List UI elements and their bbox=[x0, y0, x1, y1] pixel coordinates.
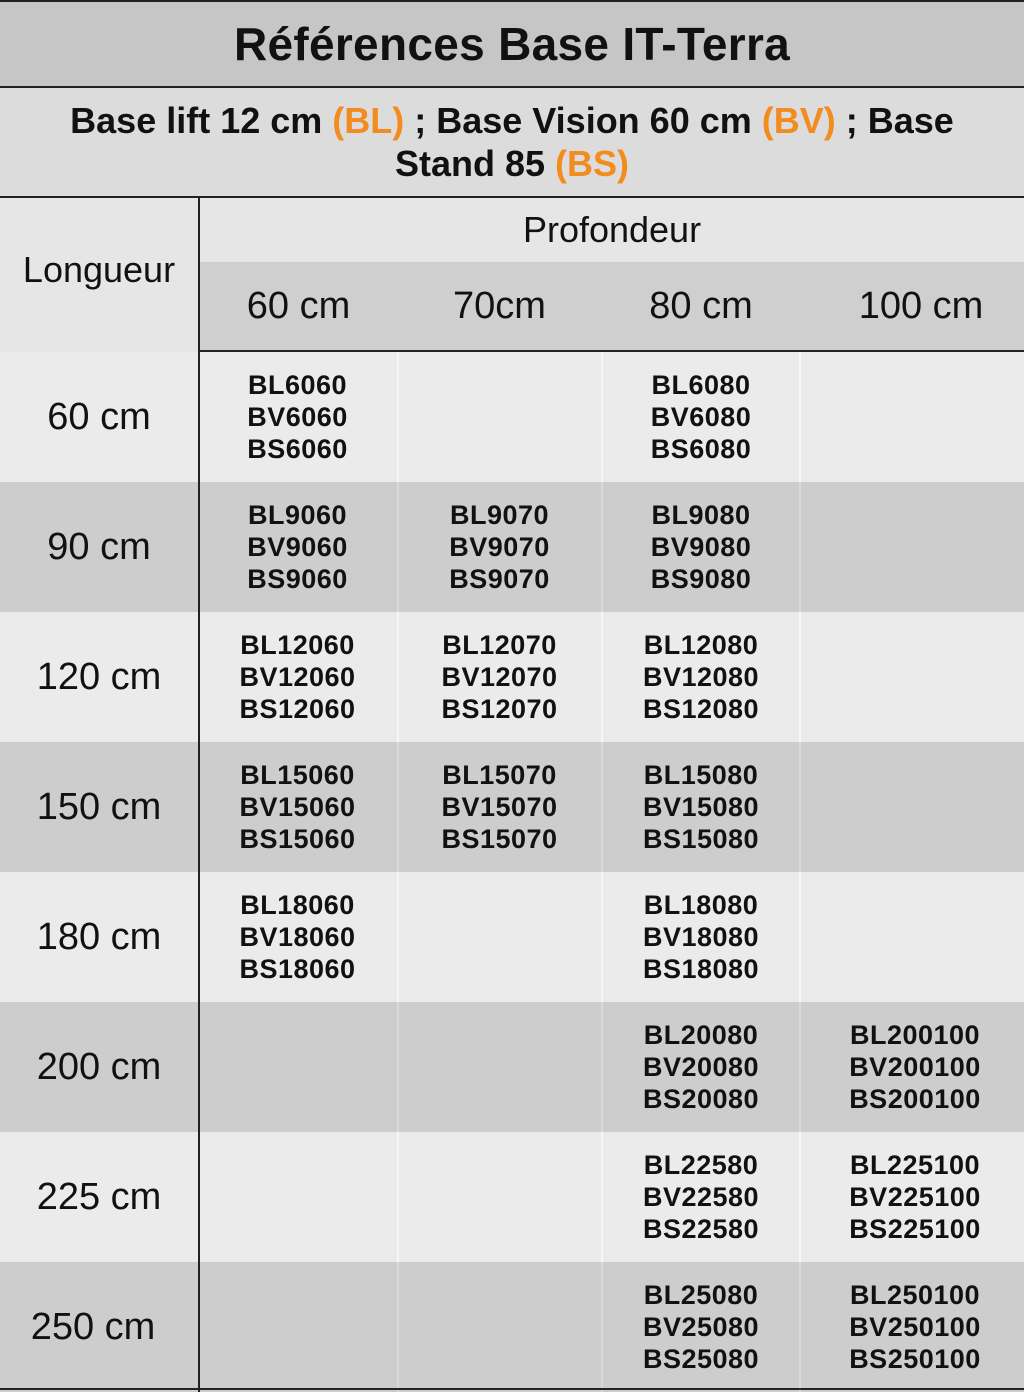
subtitle-part-1: Base lift 12 cm bbox=[70, 100, 333, 141]
table-cell bbox=[800, 612, 1024, 742]
table-row bbox=[0, 742, 1024, 872]
reference-code: BS15060 bbox=[239, 824, 356, 854]
row-length-label: 225 cm bbox=[0, 1132, 200, 1262]
reference-code: BV200100 bbox=[849, 1052, 981, 1082]
reference-code: BS15070 bbox=[441, 824, 558, 854]
table-cell bbox=[397, 1132, 602, 1262]
table-cell bbox=[200, 1002, 397, 1132]
table-row bbox=[0, 872, 1024, 1002]
code-bs: (BS) bbox=[555, 143, 630, 184]
reference-code: BS12070 bbox=[441, 694, 558, 724]
depth-header-0: 60 cm bbox=[246, 284, 351, 327]
row-length-label: 90 cm bbox=[0, 482, 200, 612]
reference-code: BV12070 bbox=[441, 662, 558, 692]
reference-code: BV12060 bbox=[239, 662, 356, 692]
reference-code: BL9060 bbox=[247, 500, 348, 530]
table-cell bbox=[397, 612, 602, 742]
table-row bbox=[0, 1262, 1024, 1392]
reference-code: BS200100 bbox=[849, 1084, 981, 1114]
table-cell bbox=[800, 872, 1024, 1002]
table-row bbox=[0, 352, 1024, 482]
table-cell bbox=[602, 482, 800, 612]
reference-code: BV20080 bbox=[642, 1052, 760, 1082]
reference-code: BL200100 bbox=[849, 1020, 981, 1050]
reference-code: BV18080 bbox=[642, 922, 760, 952]
table-cell bbox=[800, 1262, 1024, 1392]
reference-code: BV18060 bbox=[239, 922, 356, 952]
table-cell bbox=[397, 1262, 602, 1392]
reference-code: BS6080 bbox=[650, 434, 752, 464]
reference-code: BV15070 bbox=[441, 792, 558, 822]
table-cell bbox=[602, 1132, 800, 1262]
table-cell bbox=[200, 1132, 397, 1262]
row-length-label: 200 cm bbox=[0, 1002, 200, 1132]
subtitle bbox=[0, 88, 1024, 198]
row-length-label: 120 cm bbox=[0, 612, 200, 742]
code-bl: (BL) bbox=[332, 100, 405, 141]
reference-code: BS22580 bbox=[642, 1214, 760, 1244]
reference-code: BL12080 bbox=[643, 630, 759, 660]
reference-code: BS15080 bbox=[642, 824, 760, 854]
row-length-label: 60 cm bbox=[0, 352, 200, 482]
reference-code: BV9060 bbox=[247, 532, 348, 562]
subtitle-part-2: ; Base Vision 60 cm bbox=[404, 100, 762, 141]
reference-code: BL22580 bbox=[643, 1150, 759, 1180]
table-cell bbox=[200, 742, 397, 872]
table-row bbox=[0, 482, 1024, 612]
reference-code: BS12080 bbox=[642, 694, 760, 724]
table-cell bbox=[397, 742, 602, 872]
depth-header-1: 70cm bbox=[453, 284, 546, 327]
reference-table bbox=[0, 198, 1024, 1390]
reference-code: BL18060 bbox=[240, 890, 355, 920]
table-cell bbox=[800, 1002, 1024, 1132]
reference-code: BV9080 bbox=[650, 532, 752, 562]
reference-code: BV25080 bbox=[642, 1312, 760, 1342]
reference-code: BL15060 bbox=[240, 760, 355, 790]
table-cell bbox=[200, 352, 397, 482]
reference-code: BV22580 bbox=[642, 1182, 760, 1212]
reference-code: BS18060 bbox=[239, 954, 356, 984]
table-cell bbox=[602, 352, 800, 482]
depth-header-3: 100 cm bbox=[858, 284, 984, 327]
table-cell bbox=[602, 612, 800, 742]
reference-code: BL9080 bbox=[651, 500, 751, 530]
table-cell bbox=[800, 742, 1024, 872]
reference-code: BL225100 bbox=[849, 1150, 981, 1180]
reference-code: BV12080 bbox=[642, 662, 760, 692]
row-length-label: 250 cm bbox=[0, 1262, 200, 1392]
table-row bbox=[0, 1002, 1024, 1132]
table-cell bbox=[602, 742, 800, 872]
reference-code: BL25080 bbox=[643, 1280, 759, 1310]
profondeur-header: Profondeur bbox=[200, 198, 1024, 262]
reference-code: BL15080 bbox=[643, 760, 759, 790]
table-cell bbox=[397, 1002, 602, 1132]
table-cell bbox=[602, 1262, 800, 1392]
reference-code: BS25080 bbox=[642, 1344, 760, 1374]
code-bv: (BV) bbox=[761, 100, 836, 141]
reference-code: BL18080 bbox=[643, 890, 759, 920]
table-cell bbox=[397, 872, 602, 1002]
table-cell bbox=[800, 352, 1024, 482]
table-cell bbox=[397, 352, 602, 482]
reference-code: BL6080 bbox=[651, 370, 751, 400]
reference-code: BL12060 bbox=[240, 630, 355, 660]
table-cell bbox=[200, 1262, 397, 1392]
reference-code: BL6060 bbox=[247, 370, 348, 400]
table-cell bbox=[800, 482, 1024, 612]
table-cell bbox=[200, 612, 397, 742]
table-cell bbox=[800, 1132, 1024, 1262]
table-row bbox=[0, 1132, 1024, 1262]
reference-code: BS9080 bbox=[650, 564, 752, 594]
table-cell bbox=[602, 872, 800, 1002]
reference-code: BV225100 bbox=[849, 1182, 981, 1212]
reference-code: BS20080 bbox=[642, 1084, 760, 1114]
reference-code: BS12060 bbox=[239, 694, 356, 724]
subtitle-text bbox=[30, 99, 994, 185]
longueur-header: Longueur bbox=[0, 198, 200, 352]
reference-code: BV6080 bbox=[650, 402, 752, 432]
reference-code: BL15070 bbox=[442, 760, 557, 790]
reference-code: BV15060 bbox=[239, 792, 356, 822]
title-text: Références Base IT-Terra bbox=[233, 18, 791, 70]
subtitle-part-3: ; Base Stand 85 bbox=[394, 100, 954, 184]
reference-code: BV6060 bbox=[247, 402, 348, 432]
reference-code: BS6060 bbox=[247, 434, 348, 464]
row-length-label: 150 cm bbox=[0, 742, 200, 872]
reference-code: BL12070 bbox=[442, 630, 557, 660]
table-cell bbox=[397, 482, 602, 612]
reference-code: BS250100 bbox=[849, 1344, 981, 1374]
reference-code: BS18080 bbox=[642, 954, 760, 984]
table-cell bbox=[602, 1002, 800, 1132]
row-length-label: 180 cm bbox=[0, 872, 200, 1002]
reference-code: BL20080 bbox=[643, 1020, 759, 1050]
reference-code: BS9070 bbox=[449, 564, 550, 594]
reference-code: BV9070 bbox=[449, 532, 550, 562]
table-row bbox=[0, 612, 1024, 742]
depth-header-2: 80 cm bbox=[649, 284, 753, 327]
reference-code: BV15080 bbox=[642, 792, 760, 822]
reference-code: BS9060 bbox=[247, 564, 348, 594]
reference-code: BV250100 bbox=[849, 1312, 981, 1342]
page-title bbox=[0, 0, 1024, 88]
depth-header-row bbox=[200, 262, 1024, 352]
reference-code: BS225100 bbox=[849, 1214, 981, 1244]
table-cell bbox=[200, 872, 397, 1002]
table-cell bbox=[200, 482, 397, 612]
reference-code: BL250100 bbox=[849, 1280, 981, 1310]
reference-code: BL9070 bbox=[449, 500, 550, 530]
